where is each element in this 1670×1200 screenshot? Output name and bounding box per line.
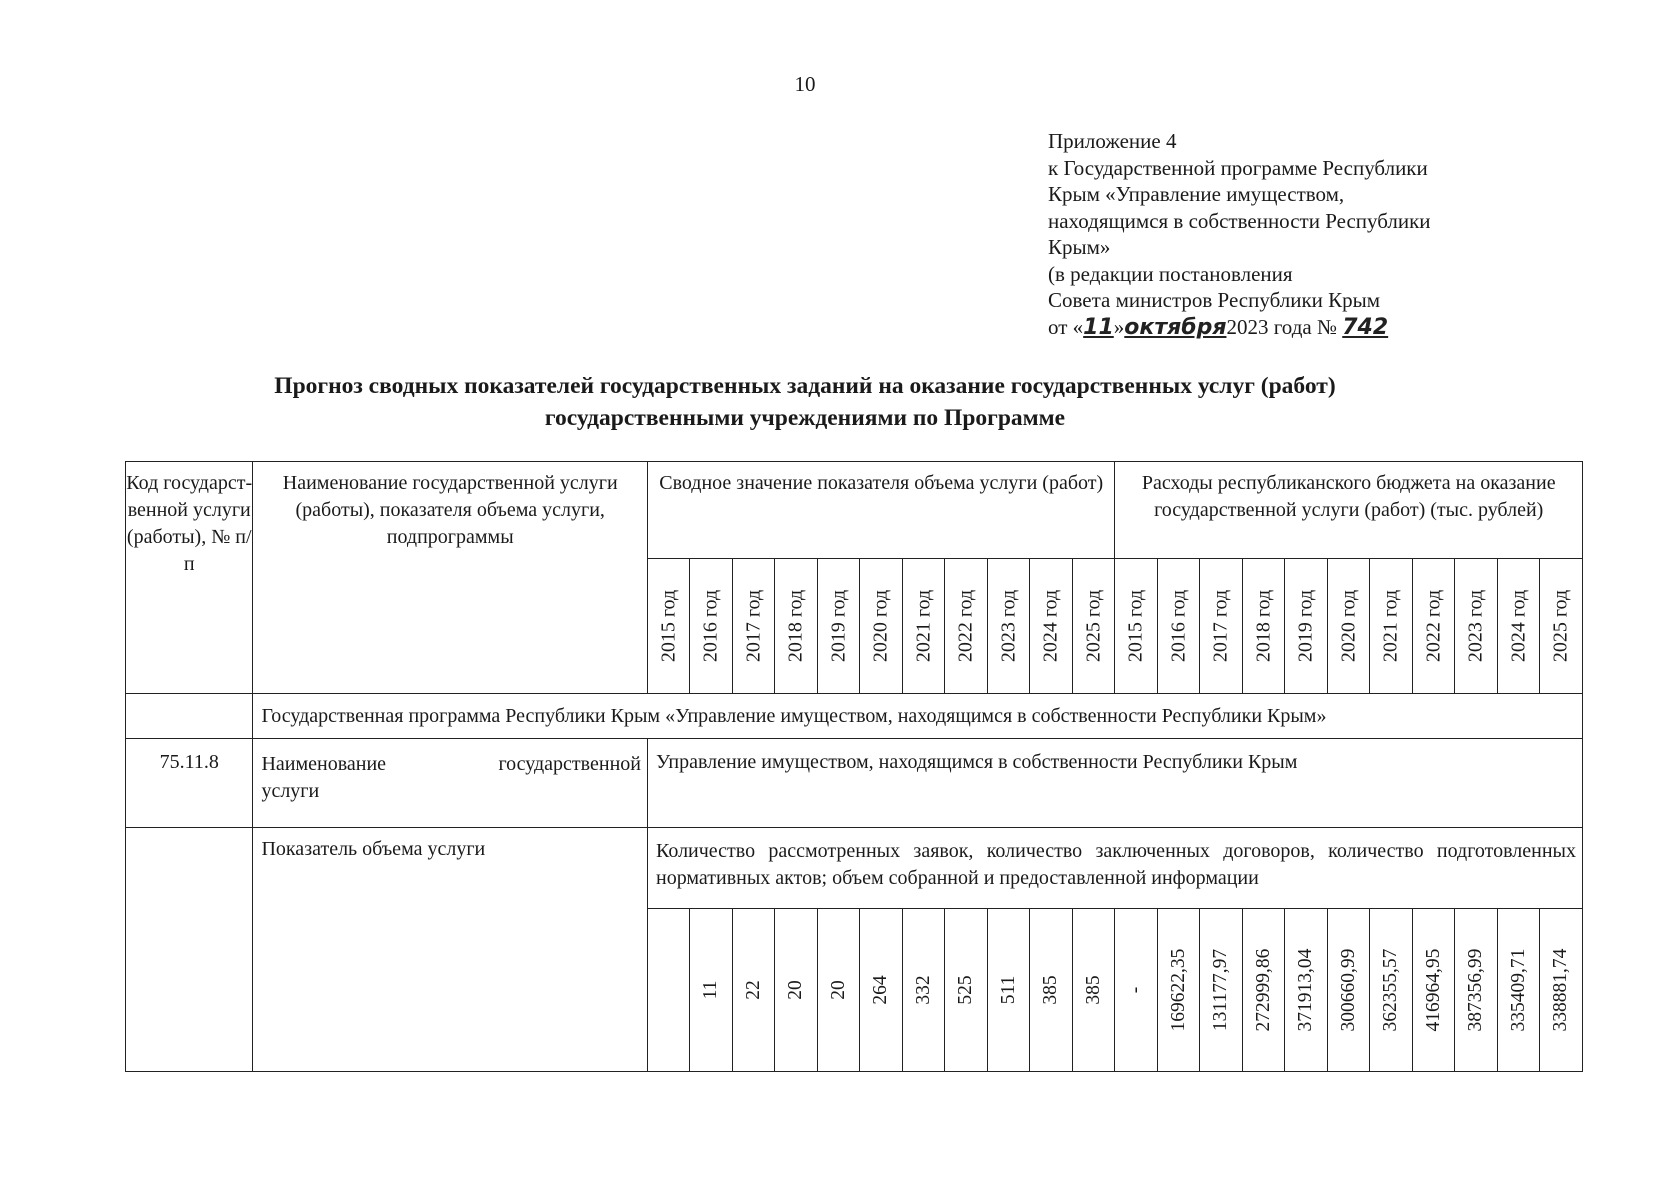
program-row — [126, 694, 1583, 739]
program-code-cell — [126, 694, 253, 739]
year-label: 2016 год — [1167, 589, 1190, 663]
year-cell — [1285, 559, 1327, 694]
expense-value: 335409,71 — [1507, 948, 1529, 1032]
program-name: Государственная программа Республики Крым «Управление имуществом, находящимся в собственности Республики Крым» — [253, 694, 1583, 739]
year-cell — [1412, 559, 1454, 694]
year-label: 2022 год — [1422, 589, 1445, 663]
year-cell — [987, 559, 1029, 694]
value-cell — [1540, 909, 1583, 1072]
year-label: 2024 год — [1507, 589, 1530, 663]
appendix-line: Крым «Управление имуществом, — [1048, 182, 1345, 206]
volume-value: 511 — [997, 975, 1019, 1005]
expense-value: 300660,99 — [1337, 948, 1359, 1032]
year-cell — [1030, 559, 1072, 694]
header-row — [126, 462, 1583, 559]
expense-value: 169622,35 — [1167, 948, 1189, 1032]
year-label: 2023 год — [997, 589, 1020, 663]
year-label: 2018 год — [1252, 589, 1275, 663]
value-cell — [1455, 909, 1497, 1072]
indicator-description: Количество рассмотренных заявок, количество заключенных договоров, количество подготовленных нормативных актов; объем собранной и предоставленной информации — [647, 828, 1582, 909]
appendix-line: Совета министров Республики Крым — [1048, 288, 1381, 312]
year-cell — [1115, 559, 1157, 694]
service-label-word: государственной — [498, 753, 641, 775]
value-cell — [1497, 909, 1539, 1072]
value-cell — [1242, 909, 1284, 1072]
expense-value: 387356,99 — [1465, 948, 1487, 1032]
year-label: 2019 год — [827, 589, 850, 663]
volume-value: 11 — [700, 980, 722, 1000]
service-row — [126, 739, 1583, 828]
year-cell — [647, 559, 689, 694]
year-cell — [1540, 559, 1583, 694]
header-code: Код государст-венной услуги (работы), № п/п — [126, 462, 253, 694]
value-cell — [1412, 909, 1454, 1072]
year-label: 2015 год — [657, 589, 680, 663]
expense-value: 272999,86 — [1252, 948, 1274, 1032]
year-label: 2015 год — [1124, 589, 1147, 663]
year-cell — [1370, 559, 1412, 694]
date-mid: » — [1113, 314, 1125, 339]
volume-value: 385 — [1082, 975, 1104, 1005]
year-cell — [945, 559, 987, 694]
expense-value: - — [1125, 986, 1147, 994]
volume-value: 525 — [955, 975, 977, 1005]
indicator-row — [126, 828, 1583, 909]
date-year: 2023 года № — [1226, 314, 1337, 339]
year-cell — [1455, 559, 1497, 694]
year-label: 2023 год — [1464, 589, 1487, 663]
expense-value: 131177,97 — [1210, 948, 1232, 1032]
title-line-1: Прогноз сводных показателей государственных заданий на оказание государственных услуг (работ) — [274, 373, 1336, 399]
handwritten-month: октября — [1124, 314, 1227, 340]
year-cell — [1157, 559, 1199, 694]
document-title — [120, 370, 1490, 434]
expense-value: 416964,95 — [1422, 948, 1444, 1032]
handwritten-number: 742 — [1342, 314, 1389, 340]
year-cell — [1327, 559, 1369, 694]
date-prefix: от « — [1048, 314, 1084, 339]
value-cell — [945, 909, 987, 1072]
volume-value: 385 — [1040, 975, 1062, 1005]
year-cell — [1497, 559, 1539, 694]
appendix-block — [1048, 128, 1488, 341]
expense-value: 371913,04 — [1295, 948, 1317, 1032]
year-label: 2017 год — [742, 589, 765, 663]
appendix-date-line — [1048, 314, 1488, 342]
volume-value: 264 — [870, 975, 892, 1005]
service-name: Управление имуществом, находящимся в собственности Республики Крым — [647, 739, 1582, 828]
year-cell — [860, 559, 902, 694]
year-label: 2016 год — [699, 589, 722, 663]
appendix-line: Крым» — [1048, 235, 1111, 259]
volume-value: 22 — [742, 980, 764, 1000]
year-label: 2025 год — [1082, 589, 1105, 663]
year-label: 2020 год — [869, 589, 892, 663]
value-cell — [1115, 909, 1157, 1072]
year-label: 2019 год — [1294, 589, 1317, 663]
year-label: 2025 год — [1549, 589, 1572, 663]
year-label: 2017 год — [1209, 589, 1232, 663]
value-cell — [1285, 909, 1327, 1072]
value-cell — [1327, 909, 1369, 1072]
indicator-label: Показатель объема услуги — [253, 828, 648, 1072]
value-cell — [1370, 909, 1412, 1072]
year-label: 2020 год — [1337, 589, 1360, 663]
service-label — [253, 739, 648, 828]
year-label: 2021 год — [1379, 589, 1402, 663]
header-expenses: Расходы республиканского бюджета на оказание государственной услуги (работ) (тыс. рублей) — [1115, 462, 1583, 559]
value-cell — [817, 909, 859, 1072]
value-cell — [987, 909, 1029, 1072]
volume-value: 20 — [827, 980, 849, 1000]
service-label-word: Наименование — [261, 753, 387, 775]
appendix-line: (в редакции постановления — [1048, 261, 1293, 286]
year-label: 2024 год — [1039, 589, 1062, 663]
service-code: 75.11.8 — [126, 739, 253, 828]
year-cell — [690, 559, 732, 694]
header-volume: Сводное значение показателя объема услуги (работ) — [647, 462, 1114, 559]
year-cell — [1242, 559, 1284, 694]
value-cell — [1200, 909, 1242, 1072]
expense-value: 338881,74 — [1550, 948, 1572, 1032]
year-label: 2021 год — [912, 589, 935, 663]
year-cell — [817, 559, 859, 694]
year-label: 2022 год — [954, 589, 977, 663]
value-cell — [775, 909, 817, 1072]
volume-value: 332 — [912, 975, 934, 1005]
year-cell — [1200, 559, 1242, 694]
forecast-table — [125, 461, 1583, 1072]
service-label-word: услуги — [261, 780, 320, 802]
title-line-2: государственными учреждениями по Программе — [544, 405, 1066, 431]
value-cell — [1157, 909, 1199, 1072]
volume-value: 20 — [785, 980, 807, 1000]
year-cell — [732, 559, 774, 694]
year-cell — [775, 559, 817, 694]
page-number: 10 — [794, 72, 816, 96]
appendix-line: к Государственной программе Республики — [1048, 155, 1428, 180]
handwritten-day: 11 — [1083, 314, 1114, 340]
value-cell — [1072, 909, 1115, 1072]
year-label: 2018 год — [784, 589, 807, 663]
value-cell — [690, 909, 732, 1072]
value-cell — [1030, 909, 1072, 1072]
value-cell — [732, 909, 774, 1072]
appendix-line: Приложение 4 — [1048, 129, 1177, 153]
indicator-code-cell — [126, 828, 253, 1072]
value-cell — [860, 909, 902, 1072]
header-name: Наименование государственной услуги (работы), показателя объема услуги, подпрограммы — [253, 462, 648, 694]
appendix-line: находящимся в собственности Республики — [1048, 208, 1431, 233]
expense-value: 362355,57 — [1380, 948, 1402, 1032]
value-cell — [902, 909, 944, 1072]
value-cell — [647, 909, 689, 1072]
year-cell — [1072, 559, 1115, 694]
year-cell — [902, 559, 944, 694]
